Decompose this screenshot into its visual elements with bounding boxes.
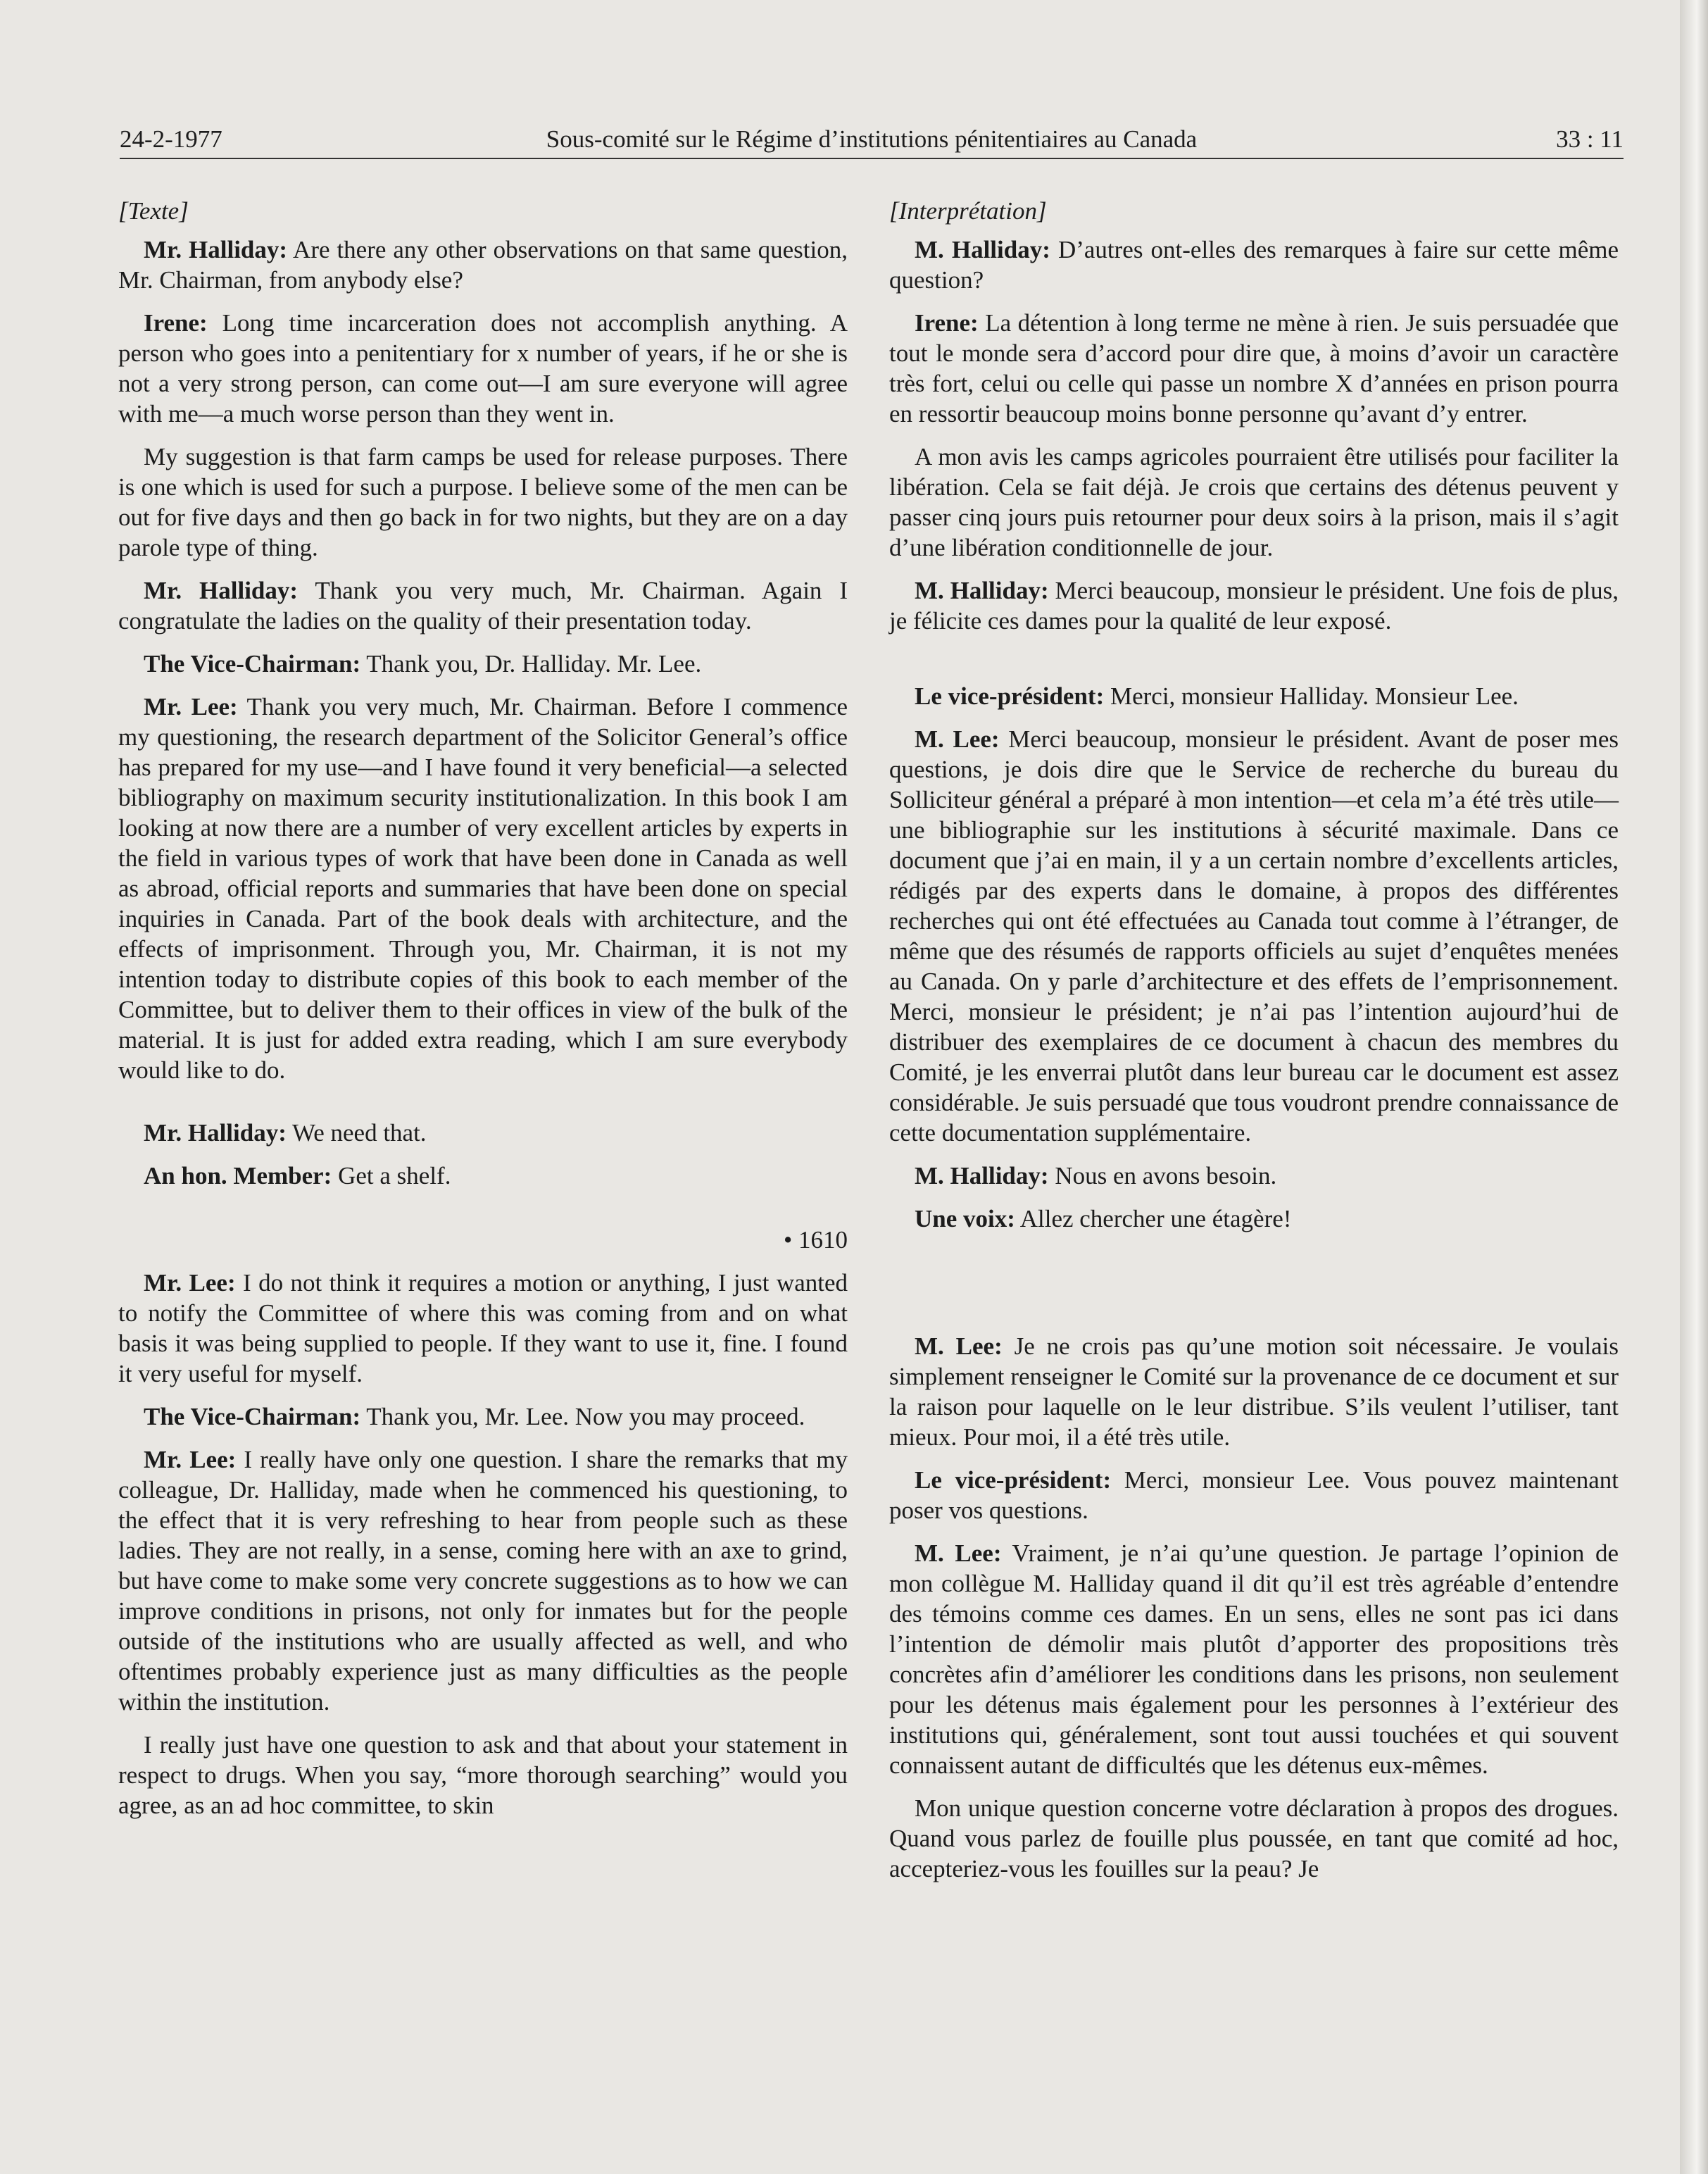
paragraph [118, 1444, 848, 1717]
english-column [118, 196, 848, 1833]
paragraph [889, 724, 1619, 1148]
spacer [889, 1247, 1619, 1331]
speech: Merci, monsieur Lee. Vous pouvez maintenant poser vos questions. [889, 1466, 1619, 1524]
speaker: Une voix: [915, 1205, 1015, 1232]
speaker: Le vice-président: [915, 682, 1105, 710]
paragraph [889, 681, 1619, 711]
paragraph: A mon avis les camps agricoles pourraient être utilisés pour faciliter la libération. Cela se fait déjà. Je crois que certains des détenus peuvent y passer cinq jours puis retourner pour deux soirs à la prison, mais il s’agit d’une libération conditionnelle de jour. [889, 443, 1619, 561]
speaker: Mr. Halliday: [144, 1119, 287, 1147]
paragraph [118, 1118, 848, 1148]
paragraph [118, 575, 848, 636]
speaker: An hon. Member: [144, 1162, 332, 1189]
page-edge [1680, 0, 1708, 2174]
speaker: Irene: [144, 309, 208, 337]
speaker: Mr. Lee: [144, 693, 238, 720]
page-header [120, 121, 1624, 159]
speech: La détention à long terme ne mène à rien. Je suis persuadée que tout le monde sera d’accord pour dire que, à moins d’avoir un caractère très fort, celui ou celle qui passe un nombre X d’années en prison pourra en ressortir beaucoup moins bonne personne qu’avant d’y entrer. [889, 309, 1619, 427]
header-page-number: 33 : 11 [1556, 125, 1624, 153]
speaker: Mr. Lee: [144, 1269, 236, 1297]
speaker: Le vice-président: [915, 1466, 1112, 1494]
speech: We need that. [286, 1119, 427, 1147]
speaker: M. Lee: [915, 1539, 1002, 1567]
paragraph [889, 235, 1619, 295]
speech: Thank you, Mr. Lee. Now you may proceed. [360, 1403, 805, 1430]
paragraph [889, 1465, 1619, 1525]
paragraph [118, 308, 848, 429]
spacer [118, 1098, 848, 1118]
speaker: Irene: [915, 309, 979, 337]
paragraph [889, 575, 1619, 636]
speech: I really have only one question. I share the remarks that my colleague, Dr. Halliday, made when he commenced his questioning, to the effect that it is very refreshing to hear from people such as these ladies. They are not really, in a sense, coming here with an axe to grind, but have come to make some very concrete suggestions as to how we can improve conditions in prisons, not only for inmates but for the people outside of the institutions who are usually affected as well, and who oftentimes probably experience just as many difficulties as the people within the institution. [118, 1446, 848, 1716]
speech: Allez chercher une étagère! [1015, 1205, 1292, 1232]
paragraph [889, 1331, 1619, 1452]
speech: Thank you, Dr. Halliday. Mr. Lee. [360, 650, 702, 677]
paragraph [118, 1268, 848, 1389]
speech: Merci, monsieur Halliday. Monsieur Lee. [1104, 682, 1519, 710]
paragraph [889, 1161, 1619, 1191]
section-label: [Texte] [118, 197, 189, 225]
speaker: Mr. Lee: [144, 1446, 237, 1473]
speech: Merci beaucoup, monsieur le président. Avant de poser mes questions, je dois dire que le Service de recherche du bureau du Solliciteur général a préparé à mon intention—et cela m’a été très utile—une bibliographie sur les institutions à sécurité maximale. Dans ce document que j’ai en main, il y a un certain nombre d’excellents articles, rédigés par des experts dans le domaine, à propos des différentes recherches qui ont été effectuées au Canada tout comme à l’étranger, de même que des résumés de rapports officiels au sujet d’enquêtes menées au Canada. On y parle d’architecture et des effets de l’emprisonnement. Merci, monsieur le président; je n’ai pas l’intention aujourd’hui de distribuer des exemplaires de ce document à chacun des membres du Comité, je les enverrai plutôt dans leur bureau car le document est assez considérable. Je suis persuadé que tous voudront prendre connaissance de cette documentation supplémentaire. [889, 725, 1619, 1147]
header-title: Sous-comité sur le Régime d’institutions pénitentiaires au Canada [546, 125, 1198, 153]
speaker: M. Lee: [915, 725, 1000, 753]
timestamp: • 1610 [783, 1226, 848, 1254]
speech: Get a shelf. [332, 1162, 451, 1189]
paragraph: Mon unique question concerne votre déclaration à propos des drogues. Quand vous parlez de fouille plus poussée, en tant que comité ad hoc, accepteriez-vous les fouilles sur la peau? Je [889, 1794, 1619, 1882]
spacer [889, 649, 1619, 681]
speech: Merci beaucoup, monsieur le président. Une fois de plus, je félicite ces dames pour la qualité de leur exposé. [889, 577, 1619, 635]
paragraph [118, 692, 848, 1085]
speaker: M. Halliday: [915, 236, 1050, 263]
speaker: M. Halliday: [915, 577, 1049, 604]
paragraph [118, 1401, 848, 1432]
speech: Are there any other observations on that same question, Mr. Chairman, from anybody else? [118, 236, 848, 294]
speaker: The Vice-Chairman: [144, 1403, 361, 1430]
speaker: M. Halliday: [915, 1162, 1049, 1189]
speech: Nous en avons besoin. [1048, 1162, 1277, 1189]
paragraph [889, 1204, 1619, 1234]
speaker: Mr. Halliday: [144, 577, 299, 604]
section-label: [Interprétation] [889, 197, 1047, 225]
paragraph: I really just have one question to ask and that about your statement in respect to drugs. When you say, “more thorough searching” would you agree, as an ad hoc committee, to skin [118, 1731, 848, 1819]
header-date: 24-2-1977 [120, 125, 222, 153]
paragraph [889, 1538, 1619, 1780]
paragraph: My suggestion is that farm camps be used for release purposes. There is one which is used for such a purpose. I believe some of the men can be out for five days and then go back in for two nights, but they are on a day parole type of thing. [118, 443, 848, 561]
paragraph [118, 1161, 848, 1191]
paragraph [118, 649, 848, 679]
speech: D’autres ont-elles des remarques à faire sur cette même question? [889, 236, 1619, 294]
speaker: The Vice-Chairman: [144, 650, 361, 677]
speaker: Mr. Halliday: [144, 236, 288, 263]
french-column [889, 196, 1619, 1897]
paragraph [889, 308, 1619, 429]
speech: Vraiment, je n’ai qu’une question. Je partage l’opinion de mon collègue M. Halliday quand il dit qu’il est très agréable d’entendre des témoins comme ces dames. En un sens, elles ne sont pas ici dans l’intention de démolir mais plutôt d’apporter des propositions très concrètes afin d’améliorer les conditions dans les prisons, non seulement pour les détenus mais également pour les personnes à l’extérieur des institutions qui, généralement, sont tout aussi touchées et qui souvent connaissent autant de difficultés que les détenus eux-mêmes. [889, 1539, 1619, 1779]
speech: Long time incarceration does not accomplish anything. A person who goes into a penitentiary for x number of years, if he or she is not a very strong person, can come out—I am sure everyone will agree with me—a much worse person than they went in. [118, 309, 848, 427]
speech: Thank you very much, Mr. Chairman. Before I commence my questioning, the research department of the Solicitor General’s office has prepared for my use—and I have found it very beneficial—a selected bibliography on maximum security institutionalization. In this book I am looking at now there are a number of very excellent articles by experts in the field in various types of work that have been done in Canada as well as abroad, official reports and summaries that have been done on special inquiries in Canada. Part of the book deals with architecture, and the effects of imprisonment. Through you, Mr. Chairman, it is not my intention today to distribute copies of this book to each member of the Committee, but to deliver them to their offices in view of the bulk of the material. It is just for added extra reading, which I am sure everybody would like to do. [118, 693, 848, 1084]
paragraph [118, 235, 848, 295]
speech: Je ne crois pas qu’une motion soit nécessaire. Je voulais simplement renseigner le Comité sur la provenance de ce document et sur la raison pour laquelle on le leur distribue. S’ils veulent l’utiliser, tant mieux. Pour moi, il a été très utile. [889, 1332, 1619, 1451]
speech: I do not think it requires a motion or anything, I just wanted to notify the Committee of where this was coming from and on what basis it was being supplied to people. If they want to use it, fine. I found it very useful for myself. [118, 1269, 848, 1387]
speaker: M. Lee: [915, 1332, 1003, 1360]
speech: Thank you very much, Mr. Chairman. Again I congratulate the ladies on the quality of their presentation today. [118, 577, 848, 635]
